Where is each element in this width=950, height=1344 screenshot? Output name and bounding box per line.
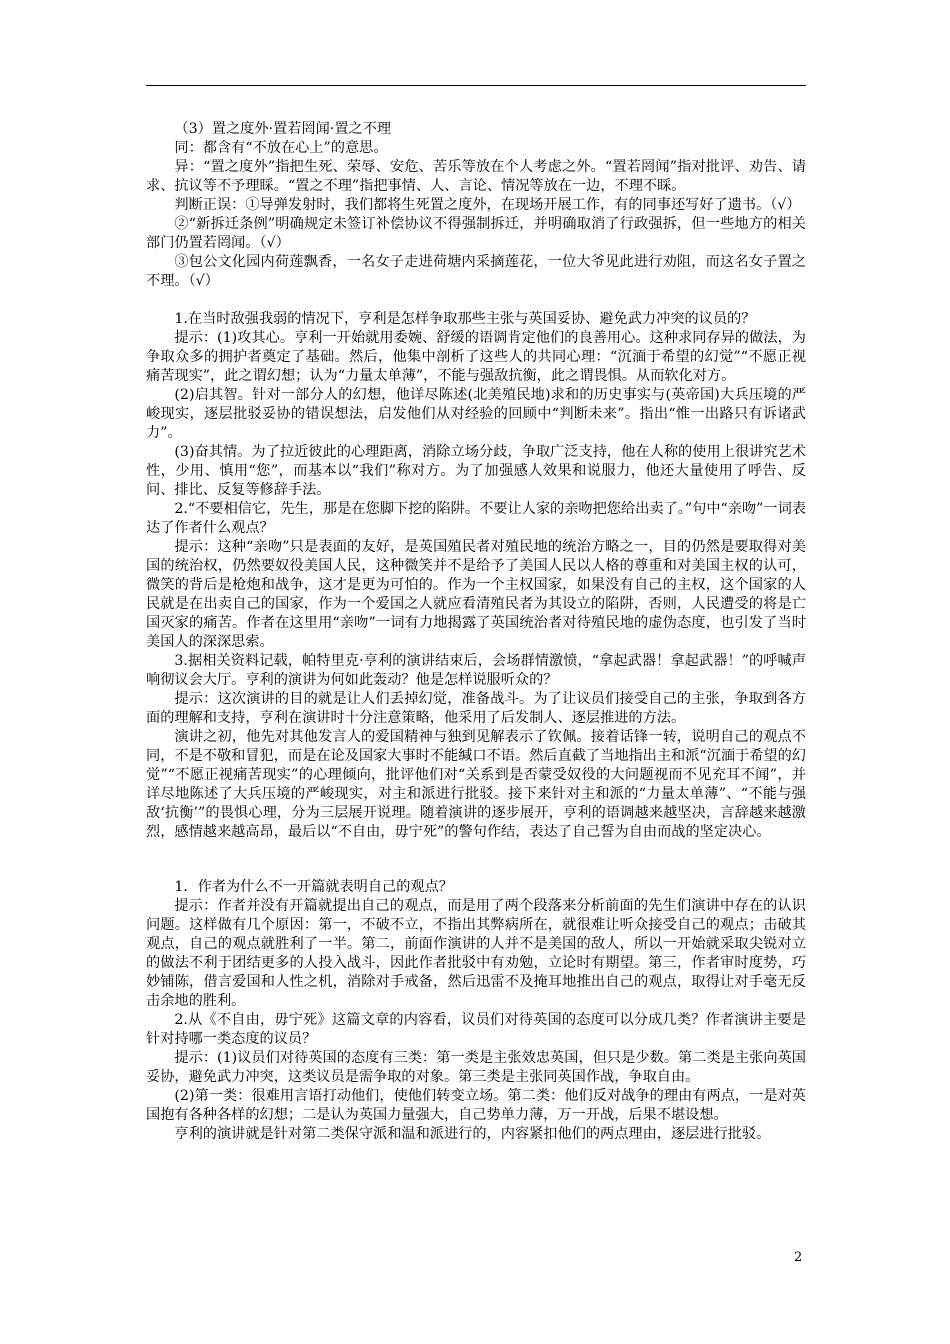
answer: 亨利的演讲就是针对第二类保守派和温和派进行的，内容紧扣他们的两点理由，逐层进行批驳。 — [174, 1126, 771, 1142]
section-word-analysis — [146, 120, 806, 291]
paragraph: （3）置之度外·置若罔闻·置之不理 — [174, 121, 392, 137]
page-number: 2 — [794, 1250, 803, 1265]
paragraph: ②“新拆迁条例”明确规定未签订补偿协议不得强制拆迁，并明确取消了行政强拆，但一些地方的相关部门仍置若罔闻。（√） — [146, 216, 806, 251]
answer: 提示：作者并没有开篇就提出自己的观点，而是用了两个段落来分析前面的先生们演讲中存在的认识问题。这样做有几个原因：第一，不破不立，不指出其弊病所在，就很难让听众接受自己的观点；击破其观点，自己的观点就胜利了一半。第二，前面作演讲的人并不是美国的敌人，所以一开始就采取尖锐对立的做法不利于团结更多的人投入战斗，因此作者批驳中有劝勉，立论时有期望。第三，作者审时度势，巧妙铺陈，借言爱国和人性之机，消除对手戒备，然后迅雷不及掩耳地推出自己的观点，取得让对手毫无反击余地的胜利。 — [146, 898, 806, 1009]
question: 2.“不要相信它，先生，那是在您脚下挖的陷阱。不要让人家的亲吻把您给出卖了。”句中“亲吻”一词表达了作者什么观点？ — [146, 501, 806, 536]
question: 1.在当时敌强我弱的情况下，亨利是怎样争取那些主张与英国妥协、避免武力冲突的议员的？ — [174, 311, 756, 327]
spacer — [146, 291, 806, 310]
paragraph: 同：都含有“不放在心上”的意思。 — [174, 140, 388, 156]
answer: (3)奋其情。为了拉近彼此的心理距离，消除立场分歧，争取广泛支持，他在人称的使用上很讲究艺术性，少用、慎用“您”，而基本以“我们”称对方。为了加强感人效果和说服力，他还大量使用了呼告、反问、排比、反复等修辞手法。 — [146, 444, 806, 498]
answer: 提示：(1)议员们对待英国的态度有三类：第一类是主张效忠英国，但只是少数。第二类是主张向英国妥协，避免武力冲突，这类议员是需争取的对象。第三类是主张同英国作战，争取自由。 — [146, 1050, 806, 1085]
paragraph: 判断正误：①导弹发射时，我们都将生死置之度外，在现场开展工作，有的同事还写好了遗书。（√） — [174, 197, 801, 213]
section-questions-2 — [146, 878, 806, 1144]
answer: 提示：(1)攻其心。亨利一开始就用委婉、舒缓的语调肯定他们的良善用心。这种求同存异的做法，为争取众多的拥护者奠定了基础。然后，他集中剖析了这些人的共同心理：“沉湎于希望的幻觉”“不愿正视痛苦现实”，此之谓幻想；认为“力量太单薄”，不能与强敌抗衡，此之谓畏惧。从而软化对方。 — [146, 330, 806, 384]
section-questions-1 — [146, 310, 806, 842]
page-content — [146, 120, 806, 1144]
answer: 提示：这次演讲的目的就是让人们丢掉幻觉，准备战斗。为了让议员们接受自己的主张，争取到各方面的理解和支持，亨利在演讲时十分注意策略，他采用了后发制人、逐层推进的方法。 — [146, 691, 806, 726]
question: 1．作者为什么不一开篇就表明自己的观点？ — [174, 879, 453, 895]
question: 2.从《不自由，毋宁死》这篇文章的内容看，议员们对待英国的态度可以分成几类？作者演讲主要是针对持哪一类态度的议员？ — [146, 1012, 806, 1047]
answer: 提示：这种“亲吻”只是表面的友好，是英国殖民者对殖民地的统治方略之一，目的仍然是要取得对美国的统治权，仍然要奴役美国人民，这种微笑并不是给予了美国人民以人格的尊重和对美国主权的认可，微笑的背后是枪炮和战争，这才是更为可怕的。作为一个主权国家，如果没有自己的主权，这个国家的人民就是在出卖自己的国家，作为一个爱国之人就应看清殖民者为其设立的陷阱，否则，人民遭受的将是亡国灭家的痛苦。作者在这里用“亲吻”一词有力地揭露了英国统治者对待殖民地的虚伪态度，也引发了当时美国人的深深思索。 — [146, 539, 806, 650]
header-rule — [146, 85, 806, 86]
paragraph: 异：“置之度外”指把生死、荣辱、安危、苦乐等放在个人考虑之外。“置若罔闻”指对批评、劝告、请求、抗议等不予理睬。“置之不理”指把事情、人、言论、情况等放在一边，不理不睬。 — [146, 159, 806, 194]
question: 3.据相关资料记载，帕特里克·亨利的演讲结束后，会场群情激愤，“拿起武器！拿起武器！”的呼喊声响彻议会大厅。亨利的演讲为何如此轰动？他是怎样说服听众的？ — [146, 653, 806, 688]
answer: (2)启其智。针对一部分人的幻想，他详尽陈述(北美殖民地)求和的历史事实与(英帝国)大兵压境的严峻现实，逐层批驳妥协的错误想法，启发他们从对经验的回顾中“判断未来”。指出“惟一出路只有诉诸武力”。 — [146, 387, 806, 441]
paragraph: ③包公文化园内荷莲飘香，一名女子走进荷塘内采摘莲花，一位大爷见此进行劝阻，而这名女子置之不理。（√） — [146, 254, 806, 289]
answer: 演讲之初，他先对其他发言人的爱国精神与独到见解表示了钦佩。接着话锋一转，说明自己的观点不同，不是不敬和冒犯，而是在论及国家大事时不能缄口不语。然后直截了当地指出主和派“沉湎于希望的幻觉”“不愿正视痛苦现实”的心理倾向，批评他们对“关系到是否蒙受奴役的大问题视而不见充耳不闻”，并详尽地陈述了大兵压境的严峻现实，对主和派进行批驳。接下来针对主和派的“力量太单薄”、“不能与强敌‘抗衡’”的畏惧心理，分为三层展开说理。随着演讲的逐步展开，亨利的语调越来越坚决，言辞越来越激烈，感情越来越高昂，最后以“不自由，毋宁死”的警句作结，表达了自己誓为自由而战的坚定决心。 — [146, 729, 806, 840]
spacer — [146, 842, 806, 878]
answer: (2)第一类：很难用言语打动他们，使他们转变立场。第二类：他们反对战争的理由有两点，一是对英国抱有各种各样的幻想；二是认为英国力量强大，自己势单力薄，万一开战，后果不堪设想。 — [146, 1088, 806, 1123]
